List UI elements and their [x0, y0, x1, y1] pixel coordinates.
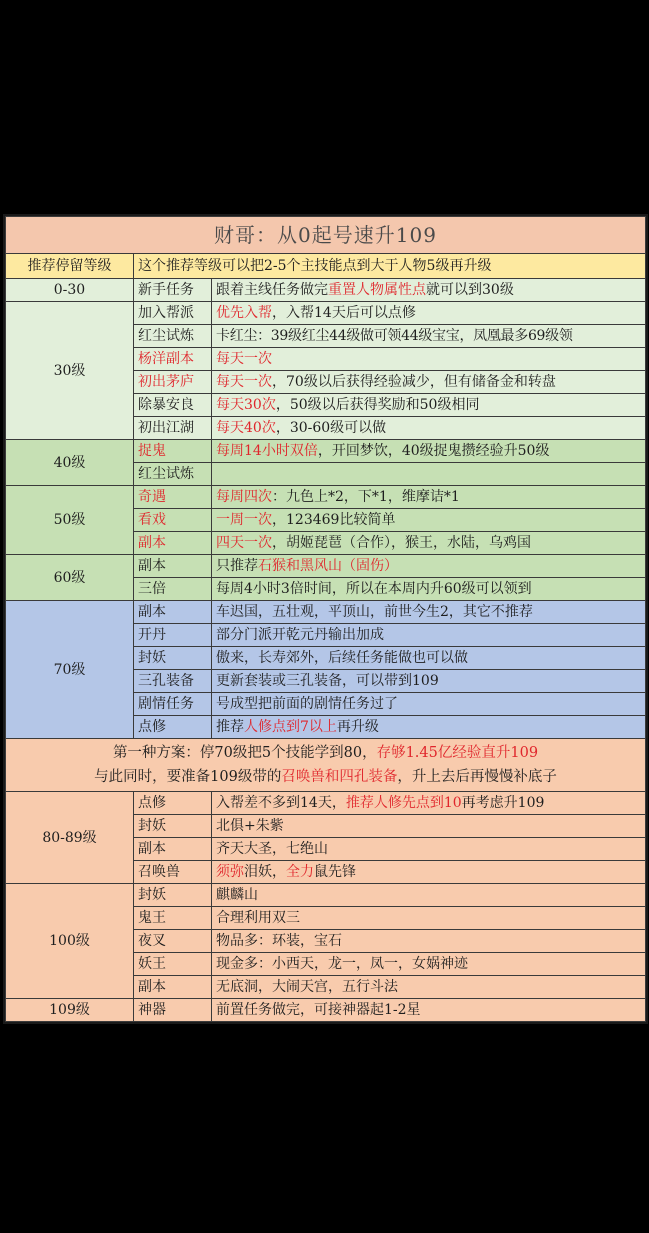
task-cell: 封妖 — [134, 884, 212, 907]
task-cell: 看戏 — [134, 509, 212, 532]
detail-cell: 优先入帮，入帮14天后可以点修 — [212, 302, 646, 325]
table-row — [6, 486, 646, 509]
table-row — [6, 555, 646, 578]
task-cell: 点修 — [134, 716, 212, 739]
level-cell: 30级 — [6, 302, 134, 440]
task-cell: 召唤兽 — [134, 861, 212, 884]
detail-cell: 每周四次：九色上*2，下*1，维摩诘*1 — [212, 486, 646, 509]
table-title: 财哥：从0起号速升109 — [6, 217, 646, 254]
task-cell: 加入帮派 — [134, 302, 212, 325]
table-row — [6, 302, 646, 325]
detail-cell: 每周4小时3倍时间，所以在本周内升60级可以领到 — [212, 578, 646, 601]
detail-cell: 跟着主线任务做完重置人物属性点就可以到30级 — [212, 279, 646, 302]
level-cell: 80-89级 — [6, 792, 134, 884]
task-cell: 神器 — [134, 999, 212, 1022]
detail-cell: 现金多：小西天，龙一，凤一，女娲神迹 — [212, 953, 646, 976]
detail-cell: 一周一次，123469比较简单 — [212, 509, 646, 532]
detail-cell: 齐天大圣，七绝山 — [212, 838, 646, 861]
table-row — [6, 792, 646, 815]
task-cell: 除暴安良 — [134, 394, 212, 417]
detail-cell: 部分门派开乾元丹输出加成 — [212, 624, 646, 647]
task-cell: 封妖 — [134, 815, 212, 838]
task-cell: 捉鬼 — [134, 440, 212, 463]
detail-cell: 须弥泪妖，全力鼠先锋 — [212, 861, 646, 884]
detail-cell: 物品多：环装，宝石 — [212, 930, 646, 953]
level-cell: 100级 — [6, 884, 134, 999]
detail-cell: 北俱+朱紫 — [212, 815, 646, 838]
task-cell: 副本 — [134, 601, 212, 624]
task-cell: 三倍 — [134, 578, 212, 601]
detail-cell: 四天一次，胡姬琵琶（合作），猴王，水陆，乌鸡国 — [212, 532, 646, 555]
plan-row — [6, 739, 646, 792]
level-cell: 50级 — [6, 486, 134, 555]
task-cell: 红尘试炼 — [134, 325, 212, 348]
table-row — [6, 601, 646, 624]
level-cell: 0-30 — [6, 279, 134, 302]
task-cell: 点修 — [134, 792, 212, 815]
table-row — [6, 440, 646, 463]
detail-cell: 每天40次，30-60级可以做 — [212, 417, 646, 440]
detail-cell: 麒麟山 — [212, 884, 646, 907]
task-cell: 副本 — [134, 838, 212, 861]
detail-cell: 号成型把前面的剧情任务过了 — [212, 693, 646, 716]
detail-cell: 入帮差不多到14天，推荐人修先点到10再考虑升109 — [212, 792, 646, 815]
task-cell: 夜叉 — [134, 930, 212, 953]
detail-cell: 每天一次 — [212, 348, 646, 371]
task-cell: 新手任务 — [134, 279, 212, 302]
task-cell: 剧情任务 — [134, 693, 212, 716]
task-cell: 杨洋副本 — [134, 348, 212, 371]
table-row — [6, 884, 646, 907]
detail-cell: 更新套装或三孔装备，可以带到109 — [212, 670, 646, 693]
detail-cell — [212, 463, 646, 486]
task-cell: 妖王 — [134, 953, 212, 976]
header-level-label: 推荐停留等级 — [6, 254, 134, 279]
task-cell: 副本 — [134, 532, 212, 555]
task-cell: 副本 — [134, 976, 212, 999]
detail-cell: 前置任务做完，可接神器起1-2星 — [212, 999, 646, 1022]
table-row — [6, 999, 646, 1022]
task-cell: 副本 — [134, 555, 212, 578]
detail-cell: 只推荐石猴和黑风山（固伤） — [212, 555, 646, 578]
detail-cell: 推荐人修点到7以上再升级 — [212, 716, 646, 739]
task-cell: 开丹 — [134, 624, 212, 647]
task-cell: 红尘试炼 — [134, 463, 212, 486]
level-cell: 70级 — [6, 601, 134, 739]
table-row — [6, 279, 646, 302]
task-cell: 奇遇 — [134, 486, 212, 509]
detail-cell: 每天一次，70级以后获得经验减少，但有储备金和转盘 — [212, 371, 646, 394]
task-cell: 封妖 — [134, 647, 212, 670]
detail-cell: 每天30次，50级以后获得奖励和50级相同 — [212, 394, 646, 417]
detail-cell: 无底洞，大闹天宫，五行斗法 — [212, 976, 646, 999]
level-cell: 60级 — [6, 555, 134, 601]
detail-cell: 合理利用双三 — [212, 907, 646, 930]
level-cell: 40级 — [6, 440, 134, 486]
task-cell: 鬼王 — [134, 907, 212, 930]
task-cell: 三孔装备 — [134, 670, 212, 693]
detail-cell: 每周14小时双倍，开回梦饮，40级捉鬼攒经验升50级 — [212, 440, 646, 463]
task-cell: 初出茅庐 — [134, 371, 212, 394]
leveling-guide-table — [3, 214, 648, 1024]
detail-cell: 傲来，长寿郊外，后续任务能做也可以做 — [212, 647, 646, 670]
task-cell: 初出江湖 — [134, 417, 212, 440]
level-cell: 109级 — [6, 999, 134, 1022]
header-note: 这个推荐等级可以把2-5个主技能点到大于人物5级再升级 — [134, 254, 646, 279]
detail-cell: 车迟国，五壮观，平顶山，前世今生2，其它不推荐 — [212, 601, 646, 624]
plan-note: 第一种方案：停70级把5个技能学到80，存够1.45亿经验直升109 与此同时，要准备109级带的召唤兽和四孔装备，升上去后再慢慢补底子 — [6, 739, 646, 792]
detail-cell: 卡红尘：39级红尘44级做可领44级宝宝，凤凰最多69级领 — [212, 325, 646, 348]
